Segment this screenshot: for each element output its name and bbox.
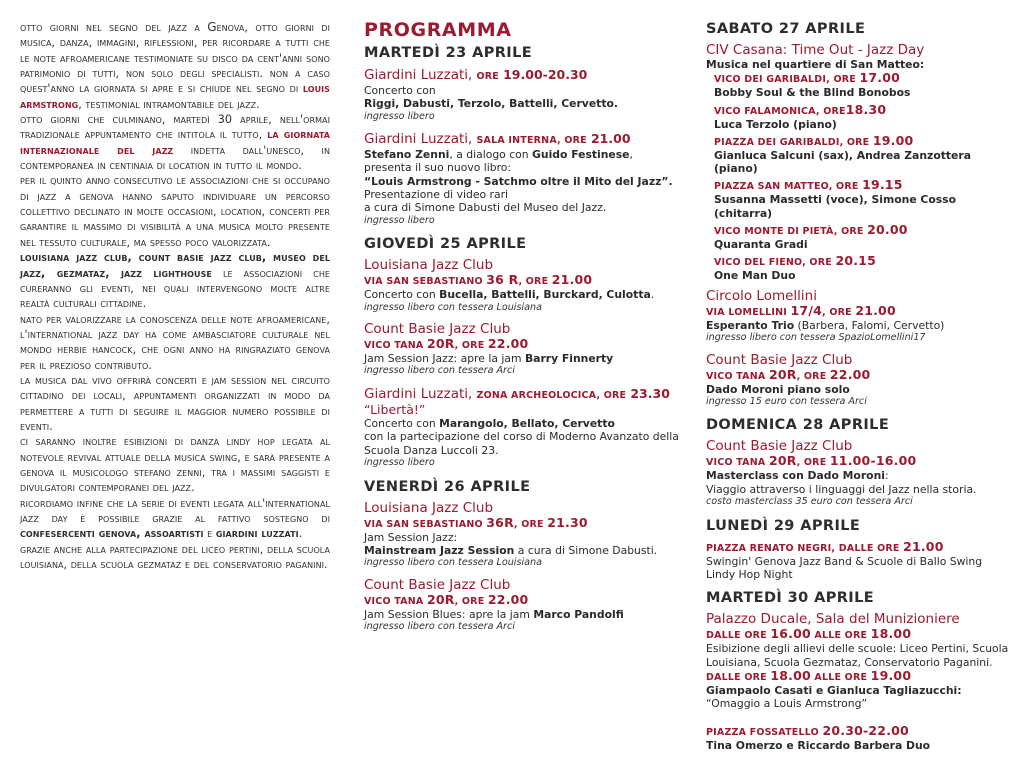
intro-paragraph-2: otto giorni che culminano, martedì 30 aprile, nell'ormai tradizionale appuntamento che intitola il tutto, la giornata internazionale del jazz indetta dall'unesco, in contemporanea in centinaia di location in tutto il mondo. bbox=[20, 113, 330, 173]
intro-paragraph-3: per il quinto anno consecutivo le associazioni che si occupano di jazz a genova hanno saputo individuare un percorso collettivo declinato in molte occasioni, location, concerti per garantire il massimo di visibilità a una musica molto presente nel tessuto culturale, ma spesso poco valorizzata. bbox=[20, 174, 330, 249]
event-venue: Palazzo Ducale, Sala del Munizioniere bbox=[706, 611, 960, 628]
event-slot-time: DALLE ORE 16.00 ALLE ORE 18.00 bbox=[706, 626, 912, 642]
highlight-associations: louisiana jazz club, count basie jazz club, museo del jazz, gezmataz, jazz lighthouse bbox=[20, 251, 330, 280]
event-line: Stefano Zenni, a dialogo con Guido Festinese, bbox=[364, 148, 633, 162]
sub-event: VICO DEL FIENO, ORE 20.15 One Man Duo bbox=[714, 253, 876, 283]
event-line: Louisiana, Scuola Gezmataz, Conservatorio Paganini. bbox=[706, 655, 993, 669]
event bbox=[706, 540, 1016, 582]
event-venue: CIV Casana: Time Out - Jazz Day bbox=[706, 42, 925, 58]
event bbox=[706, 43, 1016, 283]
event bbox=[364, 322, 694, 378]
day-heading: MARTEDÌ 30 APRILE bbox=[706, 590, 875, 607]
event-address: VICO TANA 20R, ORE 22.00 bbox=[364, 591, 529, 607]
sub-event: PIAZZA DEI GARIBALDI, ORE 19.00 Gianluca Salcuni (sax), Andrea Zanzottera (piano) bbox=[714, 132, 971, 176]
event bbox=[364, 131, 694, 227]
event-line: Swingin' Genova Jazz Band & Scuole di Ballo Swing bbox=[706, 554, 983, 568]
intro-paragraph-1: otto giorni nel segno del jazz a Genova, otto giorni di musica, danza, immagini, riflessioni, per ricordare a tutti che le note afroamericane testimoniate su disco da cent'anni sono patrimonio di tutti, non solo degli specialisti. non a caso quest'anno la giornata si apre e si chiude nel segno di louis armstrong, testimonial intramontabile del jazz. bbox=[20, 20, 330, 111]
event-line: con la partecipazione del corso di Moderno Avanzato della bbox=[364, 430, 679, 444]
event-subtitle: Musica nel quartiere di San Matteo: bbox=[706, 58, 925, 71]
intro-paragraph-4: louisiana jazz club, count basie jazz club, museo del jazz, gezmataz, jazz lighthouse le associazioni che cureranno gli eventi, nei quali intervengono molte altre realtà culturali cittadine. bbox=[20, 251, 330, 311]
event-address: VICO TANA 20R, ORE 22.00 bbox=[364, 336, 529, 352]
event-venue: Count Basie Jazz Club bbox=[364, 321, 511, 338]
event-line: Concerto con bbox=[364, 84, 436, 97]
event-line: Masterclass con Dado Moroni: bbox=[706, 469, 889, 483]
event-venue: Giardini Luzzati, SALA INTERNA, ORE 21.00 bbox=[364, 131, 631, 148]
highlight-giardini: giardini luzzati bbox=[215, 527, 299, 541]
event bbox=[364, 67, 694, 123]
event-note: ingresso 15 euro con tessera Arci bbox=[706, 395, 867, 407]
intro-paragraph-5: nato per valorizzare la conoscenza delle note afroamericane, l'international jazz day ha come ambasciatore culturale nel mondo herbie hancock, che ogni anno ha ringraziato genova per il prezioso contributo. bbox=[20, 312, 330, 372]
highlight-louis-armstrong: louis armstrong bbox=[20, 82, 330, 111]
event-line: Mainstream Jazz Session a cura di Simone Dabusti. bbox=[364, 543, 658, 557]
event-line: Jam Session Jazz: bbox=[364, 530, 458, 544]
event bbox=[706, 724, 1016, 752]
event-note: ingresso libero con tessera Louisiana bbox=[364, 301, 542, 313]
day-heading: DOMENICA 28 APRILE bbox=[706, 417, 890, 434]
event-note: ingresso libero bbox=[364, 456, 435, 468]
event-venue: Giardini Luzzati, ZONA ARCHEOLOCICA, ORE 23.30 bbox=[364, 386, 670, 403]
event-line: Jam Session Blues: apre la jam Marco Pandolfi bbox=[364, 607, 624, 621]
programme-column-middle bbox=[364, 19, 694, 642]
event-line: Esperanto Trio (Barbera, Falomi, Cervetto) bbox=[706, 318, 945, 332]
event-venue: Count Basie Jazz Club bbox=[706, 351, 853, 368]
event-address: VICO TANA 20R, ORE 11.00-16.00 bbox=[706, 453, 917, 469]
event-venue: Circolo Lomellini bbox=[706, 287, 817, 304]
highlight-giornata: la giornata internazionale del jazz bbox=[20, 128, 330, 157]
event-title: “Libertà!” bbox=[364, 402, 426, 418]
day-heading: VENERDÌ 26 APRILE bbox=[364, 478, 531, 495]
event-address: PIAZZA FOSSATELLO 20.30-22.00 bbox=[706, 723, 909, 739]
intro-paragraph-7: ci saranno inoltre esibizioni di danza lindy hop legata al notevole revival attuale della musica swing, e sarà presente a genova il musicologo stefano zenni, tra i massimi saggisti e divulgatori contemporanei del jazz. bbox=[20, 435, 330, 495]
event-address: VIA SAN SEBASTIANO 36R, ORE 21.30 bbox=[364, 514, 588, 530]
event-line: Dado Moroni piano solo bbox=[706, 382, 850, 396]
event-address: VICO TANA 20R, ORE 22.00 bbox=[706, 366, 871, 382]
event-venue: Count Basie Jazz Club bbox=[706, 438, 853, 455]
event-line: a cura di Simone Dabusti del Museo del Jazz. bbox=[364, 201, 607, 215]
event bbox=[706, 612, 1016, 710]
event-note: ingresso libero con tessera Arci bbox=[364, 621, 515, 633]
intro-text: otto giorni nel segno del jazz a bbox=[20, 21, 208, 34]
event-venue: Giardini Luzzati, ORE 19.00-20.30 bbox=[364, 67, 588, 83]
event-line: Viaggio attraverso i linguaggi del Jazz nella storia. bbox=[706, 482, 977, 496]
event-venue: Louisiana Jazz Club bbox=[364, 499, 494, 516]
event bbox=[706, 439, 1016, 508]
programme-column-right bbox=[706, 20, 1016, 761]
programme-title: PROGRAMMA bbox=[364, 19, 512, 41]
event-line: Esibizione degli allievi delle scuole: Liceo Pertini, Scuola bbox=[706, 642, 1009, 656]
event-line: Jam Session Jazz: apre la jam Barry Finnerty bbox=[364, 352, 614, 366]
event-line: Giampaolo Casati e Gianluca Tagliazucchi: bbox=[706, 683, 962, 697]
event bbox=[706, 353, 1016, 409]
event-line: Presentazione di video rari bbox=[364, 188, 509, 202]
event bbox=[364, 386, 694, 469]
event-note: ingresso libero bbox=[364, 214, 435, 226]
event-line: Lindy Hop Night bbox=[706, 567, 793, 581]
event-line: presenta il suo nuovo libro: bbox=[364, 161, 512, 175]
intro-paragraph-6: la musica dal vivo offrirà concerti e jam session nel circuito cittadino dei locali, appuntamenti organizzati in modo da permettere a tutti di seguire il maggior numero possibile di eventi. bbox=[20, 373, 330, 433]
event-line: Tina Omerzo e Riccardo Barbera Duo bbox=[706, 739, 931, 753]
event bbox=[364, 501, 694, 570]
event-note: ingresso libero bbox=[364, 110, 435, 122]
event-address: PIAZZA RENATO NEGRI, DALLE ORE 21.00 bbox=[706, 538, 944, 554]
event-performers: Riggi, Dabusti, Terzolo, Battelli, Cervetto. bbox=[364, 97, 619, 111]
event-slot-time: DALLE ORE 18.00 ALLE ORE 19.00 bbox=[706, 667, 912, 683]
event-note: ingresso libero con tessera Louisiana bbox=[364, 557, 542, 569]
event bbox=[364, 258, 694, 314]
day-heading: MARTEDÌ 23 APRILE bbox=[364, 45, 533, 61]
sub-event: PIAZZA SAN MATTEO, ORE 19.15 Susanna Massetti (voce), Simone Cosso (chitarra) bbox=[714, 177, 957, 220]
sub-event: VICO FALAMONICA, ORE18.30 Luca Terzolo (piano) bbox=[714, 101, 887, 131]
event-venue: Count Basie Jazz Club bbox=[364, 576, 511, 593]
event-line: Scuola Danza Luccoli 23. bbox=[364, 443, 499, 457]
event-line: Concerto con Bucella, Battelli, Burckard, Culotta. bbox=[364, 288, 655, 302]
intro-paragraph-9: grazie anche alla partecipazione del liceo pertini, della scuola louisiana, della scuola gezmataz e del conservatorio paganini. bbox=[20, 542, 330, 572]
sub-event: VICO DEI GARIBALDI, ORE 17.00 Bobby Soul & the Blind Bonobos bbox=[714, 70, 911, 100]
event-note: costo masterclass 35 euro con tessera Arci bbox=[706, 496, 913, 508]
event-address: VIA LOMELLINI 17/4, ORE 21.00 bbox=[706, 302, 896, 318]
event-line: “Omaggio a Louis Armstrong” bbox=[706, 697, 868, 711]
day-heading: GIOVEDÌ 25 APRILE bbox=[364, 236, 527, 253]
highlight-sponsors: confesercenti genova, assoartisti bbox=[20, 527, 204, 541]
event-line: Concerto con Marangolo, Bellato, Cervetto bbox=[364, 417, 615, 431]
event-book-title: “Louis Armstrong - Satchmo oltre il Mito del Jazz”. bbox=[364, 174, 673, 188]
event bbox=[706, 289, 1016, 345]
sub-event: VICO MONTE DI PIETÀ, ORE 20.00 Quaranta Gradi bbox=[714, 222, 908, 252]
day-heading: SABATO 27 APRILE bbox=[706, 21, 866, 37]
intro-column bbox=[20, 20, 330, 572]
event-venue: Louisiana Jazz Club bbox=[364, 257, 494, 274]
event bbox=[364, 578, 694, 634]
event-address: VIA SAN SEBASTIANO 36 R, ORE 21.00 bbox=[364, 272, 593, 288]
event-note: ingresso libero con tessera Arci bbox=[364, 365, 515, 377]
day-heading: LUNEDÌ 29 APRILE bbox=[706, 517, 861, 534]
event-note: ingresso libero con tessera SpazioLomellini17 bbox=[706, 331, 926, 343]
intro-paragraph-8: ricordiamo infine che la serie di eventi legata all'international jazz day è possibile grazie al fattivo sostegno di confesercenti genova, assoartisti e giardini luzzati. bbox=[20, 496, 330, 541]
